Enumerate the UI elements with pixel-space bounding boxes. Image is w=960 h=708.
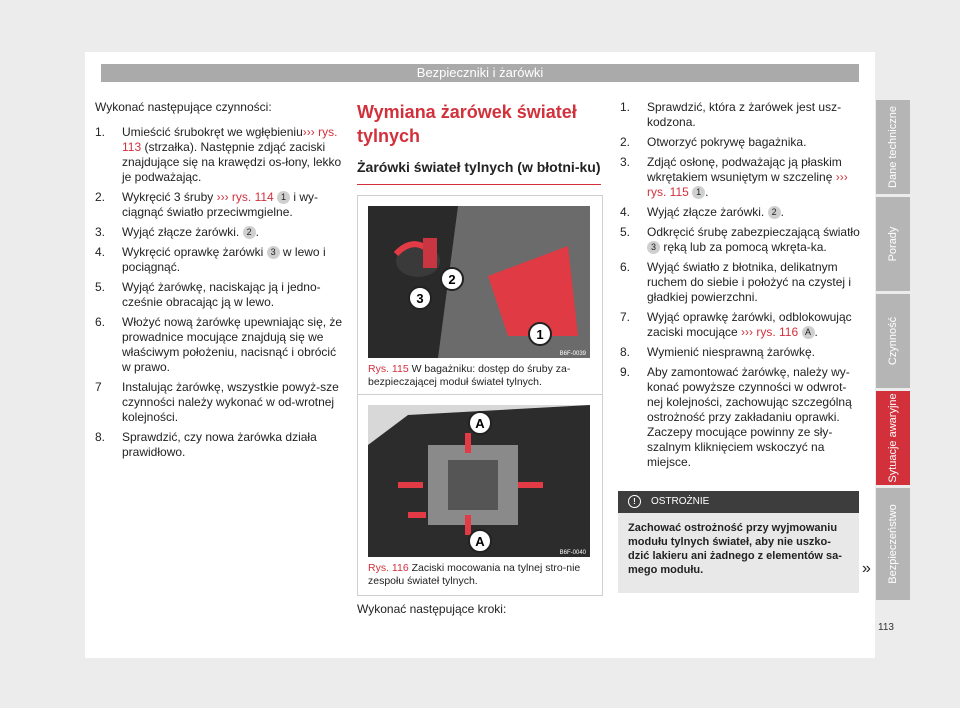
step-text: Wyjąć światło z błotnika, delikatnym ruchem do siebie i położyć na czystej i gładkiej powierzchni. [647, 260, 852, 304]
list-item [95, 125, 347, 185]
callout-badge: 1 [277, 191, 290, 204]
step-text: Aby zamontować żarówkę, należy wy-konać powyższe czynności w odwrot-nej kolejności, zachowując szczególną ostrożność przy zakładaniu oprawki. Zaczepy mocujące powinny ze sły-szalnym kliknięciem wskoczyć na miejsce. [647, 365, 852, 469]
list-item [620, 310, 862, 340]
step-text: Wyjąć złącze żarówki. [647, 205, 768, 219]
step-text: Sprawdzić, która z żarówek jest usz-kodzona. [647, 100, 842, 129]
tab-czynnosc[interactable] [876, 294, 910, 388]
step-number: 2. [95, 190, 106, 204]
caution-title: OSTROŻNIE [651, 496, 710, 507]
figure-116-caption-text: Zaciski mocowania na tylnej stro-nie zespołu świateł tylnych. [368, 562, 581, 587]
step-text: Odkręcić śrubę zabezpieczającą światło [647, 225, 860, 239]
step-text: Wyjąć oprawkę żarówki, odblokowując zaciski mocujące [647, 310, 852, 339]
list-item [620, 345, 862, 360]
trunk-photo [368, 206, 590, 358]
section-title: Wymiana żarówek świateł tylnych [357, 102, 577, 146]
figure-115-caption-text: W bagażniku: dostęp do śruby za-bezpieczającej moduł świateł tylnych. [368, 363, 571, 388]
step-text-end: . [780, 205, 784, 219]
fig116-code: B6F-0040 [559, 550, 586, 556]
next-steps-intro: Wykonać następujące kroki: [357, 602, 507, 616]
taillight-photo [368, 405, 590, 557]
step-number: 5. [95, 280, 106, 294]
callout-badge: 3 [647, 241, 660, 254]
step-text-end: . [705, 185, 709, 199]
intro-text: Wykonać następujące czynności: [95, 100, 272, 114]
caution-text: Zachować ostrożność przy wyjmowaniu modułu tylnych świateł, aby nie uszko-dzić lakieru ani żadnego z elementów sa-mego modułu. [628, 522, 842, 576]
callout-badge: 1 [692, 186, 705, 199]
tab-label: Sytuacje awaryjne [887, 393, 899, 483]
step-number: 4. [95, 245, 106, 259]
step-number: 3. [620, 155, 631, 169]
page-number: 113 [878, 622, 894, 633]
tab-label: Dane techniczne [887, 106, 899, 188]
step-number: 1. [95, 125, 106, 139]
fig116-mark-top: A [475, 416, 485, 431]
callout-badge: 2 [243, 226, 256, 239]
tab-bezpieczenstwo[interactable] [876, 488, 910, 600]
fig115-mark-1: 1 [536, 327, 544, 342]
callout-badge: 3 [267, 246, 280, 259]
figure-115-label: Rys. 115 [368, 363, 409, 375]
list-item [620, 135, 862, 150]
figure-116-label: Rys. 116 [368, 562, 409, 574]
step-number: 4. [620, 205, 631, 219]
step-number: 6. [620, 260, 631, 274]
tab-porady[interactable] [876, 197, 910, 291]
tab-label: Bezpieczeństwo [887, 504, 899, 584]
tab-sytuacje-awaryjne[interactable] [876, 391, 910, 485]
figure-reference-link[interactable]: ››› rys. 115 [647, 170, 848, 199]
step-text-end: (strzałka). Następnie zdjąć zaciski znajdujące się na krawędzi os-łony, lekko je podważając. [122, 140, 342, 184]
section-subtitle: Żarówki świateł tylnych (w błotni-ku) [357, 158, 601, 185]
callout-badge: 2 [768, 206, 781, 219]
step-text: Zdjąć osłonę, podważając ją płaskim wkrętakiem wsuniętym w szczelinę [647, 155, 842, 184]
list-item [95, 430, 347, 460]
step-text: Otworzyć pokrywę bagażnika. [647, 135, 807, 149]
list-item [95, 190, 347, 220]
step-number: 5. [620, 225, 631, 239]
step-text: Umieścić śrubokręt we wgłębieniu [122, 125, 303, 139]
caution-header [618, 491, 859, 513]
figure-115 [357, 195, 603, 397]
step-text: Wykręcić oprawkę żarówki [122, 245, 267, 259]
step-text-end: w lewo i pociągnąć. [122, 245, 326, 274]
step-number: 7. [620, 310, 631, 324]
fig115-mark-3: 3 [416, 291, 424, 306]
tab-label: Czynność [887, 316, 899, 366]
callout-badge: A [802, 326, 815, 339]
figure-116-caption [368, 562, 592, 588]
warning-icon: ! [628, 495, 641, 508]
tab-dane-techniczne[interactable] [876, 100, 910, 194]
step-text: Wymienić niesprawną żarówkę. [647, 345, 815, 359]
step-number: 8. [95, 430, 106, 444]
list-item [620, 260, 862, 305]
step-text: Włożyć nową żarówkę upewniając się, że prowadnice mocujące znajdują się we właściwym położeniu, nacisnąć i obrócić w prawo. [122, 315, 343, 374]
figure-reference-link[interactable]: ››› rys. 116 [741, 325, 799, 339]
step-number: 1. [620, 100, 631, 114]
list-item [620, 155, 862, 200]
continue-arrow-icon: » [862, 560, 871, 577]
step-number: 7 [95, 380, 102, 394]
left-column [95, 100, 347, 465]
step-text-end: i wy-ciągnąć światło przeciwmgielne. [122, 190, 319, 219]
figure-reference-link[interactable]: ››› rys. 114 [216, 190, 274, 204]
right-steps-list [620, 100, 862, 470]
list-item [620, 205, 862, 220]
left-steps-list [95, 125, 347, 460]
list-item [95, 280, 347, 310]
step-text-end: . [255, 225, 259, 239]
fig115-code: B6F-0039 [559, 351, 586, 357]
list-item [95, 225, 347, 240]
list-item [95, 245, 347, 275]
middle-column [357, 100, 601, 185]
step-text-end: . [814, 325, 818, 339]
fig116-mark-bottom: A [475, 534, 485, 549]
step-text: Wykręcić 3 śruby [122, 190, 217, 204]
step-text: Wyjąć żarówkę, naciskając ją i jedno-cześnie obracając ją w lewo. [122, 280, 321, 309]
step-number: 9. [620, 365, 631, 379]
step-text: Instalując żarówkę, wszystkie powyż-sze czynności należy wykonać w od-wrotnej kolejności. [122, 380, 339, 424]
tab-label: Porady [887, 226, 899, 262]
step-number: 3. [95, 225, 106, 239]
right-column [620, 100, 862, 475]
step-text-end: ręką lub za pomocą wkręta-ka. [660, 240, 827, 254]
fig115-mark-2: 2 [448, 272, 456, 287]
step-number: 8. [620, 345, 631, 359]
step-number: 2. [620, 135, 631, 149]
caution-box [618, 491, 859, 593]
step-number: 6. [95, 315, 106, 329]
figure-116 [357, 394, 603, 596]
list-item [620, 100, 862, 130]
step-text: Sprawdzić, czy nowa żarówka działa prawidłowo. [122, 430, 317, 459]
figure-115-caption [368, 363, 592, 389]
list-item [95, 315, 347, 375]
figure-reference-link[interactable]: ››› rys. 113 [122, 125, 338, 154]
step-text: Wyjąć złącze żarówki. [122, 225, 243, 239]
list-item [95, 380, 347, 425]
list-item [620, 225, 862, 255]
list-item [620, 365, 862, 470]
page-header: Bezpieczniki i żarówki [101, 64, 859, 82]
